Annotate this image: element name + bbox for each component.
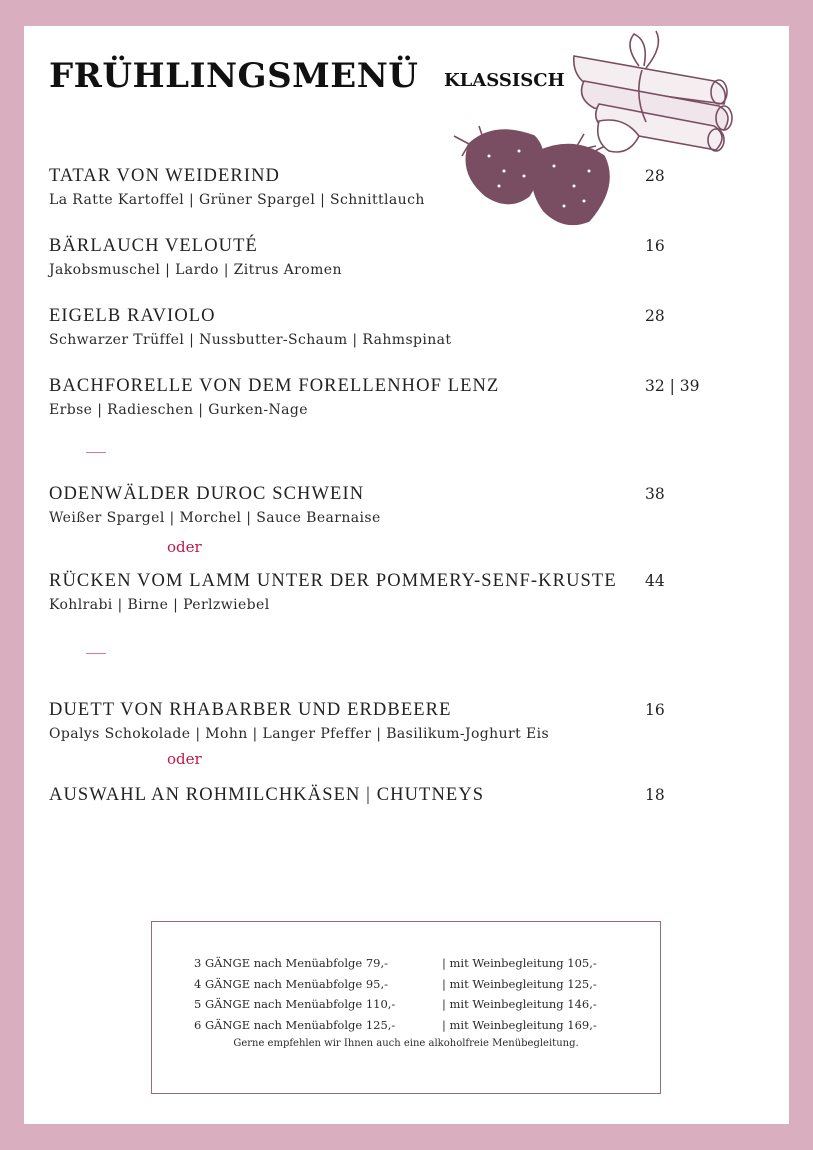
- pricing-wine: | mit Weinbegleitung 125,-: [442, 976, 597, 991]
- menu-title: FRÜHLINGSMENÜ: [49, 56, 419, 96]
- menu-subtitle: KLASSISCH: [444, 70, 565, 91]
- item-name: DUETT VON RHABARBER UND ERDBEERE: [49, 700, 452, 720]
- item-description: Erbse | Radieschen | Gurken-Nage: [49, 402, 308, 418]
- menu-item: [49, 570, 769, 616]
- item-name: EIGELB RAVIOLO: [49, 306, 216, 326]
- pricing-box: [151, 921, 661, 1094]
- item-price: 28: [645, 307, 665, 325]
- menu-item: [49, 235, 769, 281]
- item-price: 32 | 39: [645, 377, 700, 395]
- menu-item: [49, 375, 769, 421]
- pricing-courses: 3 GÄNGE nach Menüabfolge 79,-: [194, 956, 388, 970]
- item-name: BÄRLAUCH VELOUTÉ: [49, 236, 258, 256]
- pricing-wine: | mit Weinbegleitung 146,-: [442, 997, 597, 1011]
- item-name: TATAR VON WEIDERIND: [49, 166, 281, 186]
- item-price: 16: [645, 237, 665, 255]
- course-divider: [86, 653, 106, 654]
- menu-item: [49, 305, 769, 351]
- course-divider: [86, 452, 106, 453]
- pricing-courses: 5 GÄNGE nach Menüabfolge 110,-: [194, 997, 396, 1011]
- item-description: La Ratte Kartoffel | Grüner Spargel | Schnittlauch: [49, 192, 425, 208]
- item-price: 38: [645, 485, 665, 503]
- menu-item: [49, 483, 769, 529]
- item-name: BACHFORELLE VON DEM FORELLENHOF LENZ: [49, 376, 500, 396]
- oder-separator: oder: [167, 538, 202, 556]
- pricing-row: [194, 994, 597, 1015]
- pricing-wine: | mit Weinbegleitung 105,-: [442, 956, 597, 970]
- item-description: Weißer Spargel | Morchel | Sauce Bearnaise: [49, 510, 381, 526]
- item-name: ODENWÄLDER DUROC SCHWEIN: [49, 484, 365, 504]
- item-description: Jakobsmuschel | Lardo | Zitrus Aromen: [49, 262, 342, 278]
- pricing-row: [194, 974, 597, 995]
- item-name: AUSWAHL AN ROHMILCHKÄSEN | CHUTNEYS: [49, 785, 485, 805]
- menu-page: [24, 26, 789, 1124]
- pricing-courses: 6 GÄNGE nach Menüabfolge 125,-: [194, 1017, 396, 1032]
- pricing-row: [194, 953, 597, 974]
- oder-separator: oder: [167, 750, 202, 768]
- pricing-courses: 4 GÄNGE nach Menüabfolge 95,-: [194, 976, 388, 991]
- item-price: 16: [645, 701, 665, 719]
- menu-item: [49, 699, 769, 745]
- item-price: 18: [645, 786, 665, 804]
- item-price: 28: [645, 167, 665, 185]
- pricing-note: Gerne empfehlen wir Ihnen auch eine alkoholfreie Menübegleitung.: [233, 1038, 579, 1049]
- menu-item: [49, 784, 769, 806]
- item-description: Kohlrabi | Birne | Perlzwiebel: [49, 597, 270, 613]
- menu-item: [49, 165, 769, 211]
- item-description: Schwarzer Trüffel | Nussbutter-Schaum | Rahmspinat: [49, 332, 452, 348]
- item-description: Opalys Schokolade | Mohn | Langer Pfeffer | Basilikum-Joghurt Eis: [49, 726, 550, 742]
- item-name: RÜCKEN VOM LAMM UNTER DER POMMERY-SENF-KRUSTE: [49, 571, 617, 591]
- item-price: 44: [645, 572, 665, 590]
- pricing-row: [194, 1015, 597, 1036]
- pricing-wine: | mit Weinbegleitung 169,-: [442, 1017, 597, 1032]
